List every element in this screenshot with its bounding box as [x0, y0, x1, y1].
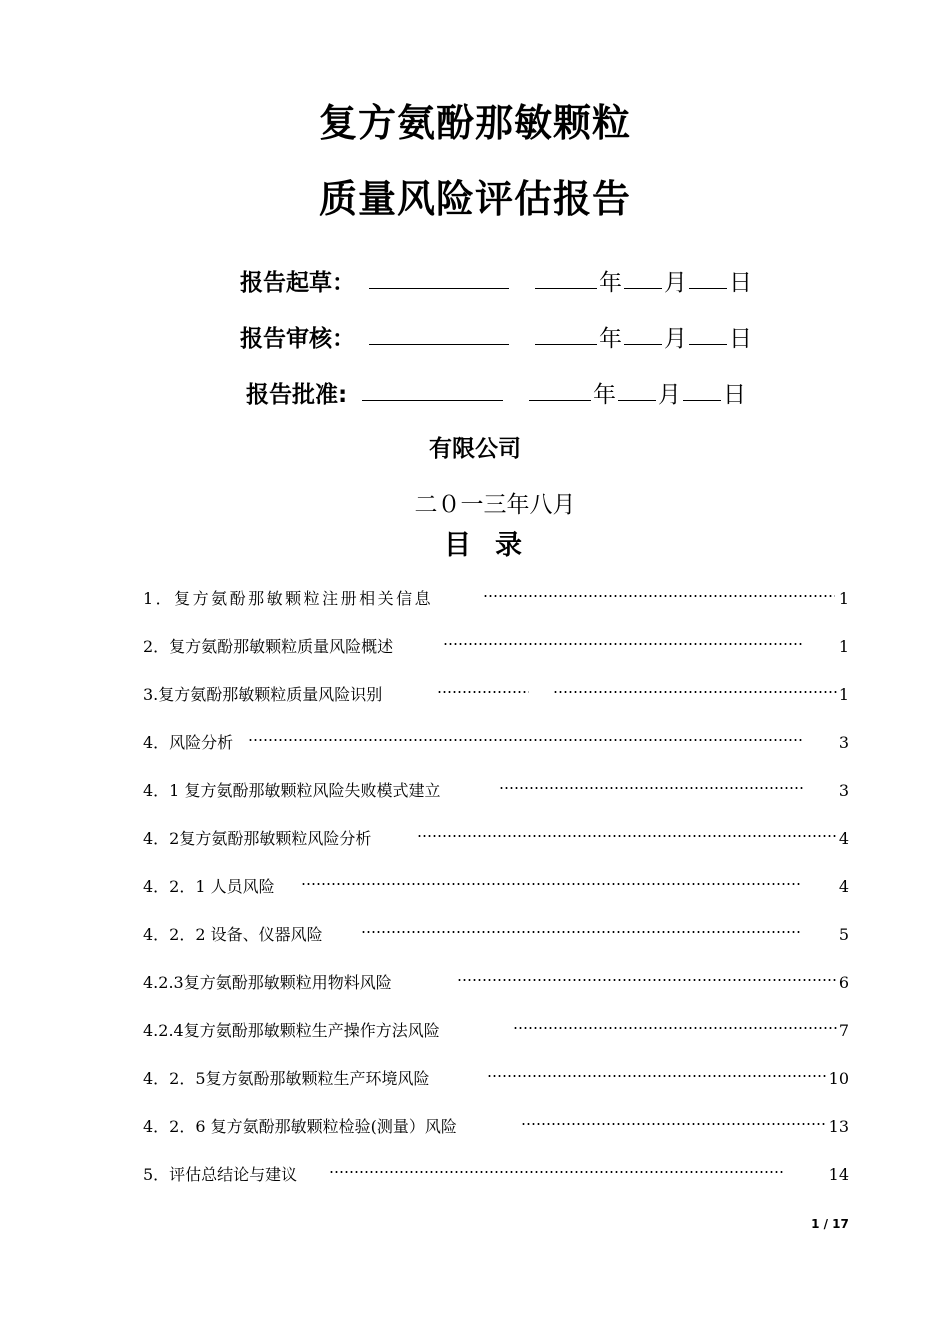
- toc-entry-text: 2．复方氨酚那敏颗粒质量风险概述: [143, 637, 394, 656]
- year-blank-line: [535, 318, 597, 345]
- toc-page-number: 3: [838, 733, 849, 752]
- toc-entry-text: 4．风险分析: [143, 733, 234, 752]
- toc-entry-text: 4.2.4复方氨酚那敏颗粒生产操作方法风险: [143, 1021, 440, 1040]
- toc-entry[interactable]: [143, 584, 849, 614]
- toc-page-number: 4: [838, 829, 849, 848]
- dot-leader: [513, 1026, 837, 1034]
- toc-page-number: 13: [828, 1117, 849, 1136]
- name-blank-line: [369, 318, 509, 345]
- toc-entry[interactable]: [143, 920, 849, 950]
- signature-label: 报告批准:: [246, 382, 348, 408]
- company-name: 有限公司: [429, 436, 521, 462]
- toc-entry[interactable]: [143, 1064, 849, 1094]
- dot-leader: [457, 978, 837, 986]
- toc-entry-text: 4.2.3复方氨酚那敏颗粒用物料风险: [143, 973, 392, 992]
- year-blank-line: [529, 374, 591, 401]
- toc-page-number: 1: [838, 637, 849, 656]
- toc-page-number: 14: [828, 1165, 849, 1184]
- name-blank-line: [362, 374, 503, 401]
- toc-page-number: 6: [838, 973, 849, 992]
- signature-row-approve: [246, 374, 766, 414]
- toc-entry[interactable]: [143, 824, 849, 854]
- toc-page-number: 7: [838, 1021, 849, 1040]
- toc-entry[interactable]: [143, 1112, 849, 1142]
- toc-entry-text: 4．2复方氨酚那敏颗粒风险分析: [143, 829, 372, 848]
- toc-page-number: 4: [838, 877, 849, 896]
- toc-entry[interactable]: [143, 872, 849, 902]
- day-blank-line: [683, 374, 721, 401]
- day-label: 日: [729, 326, 752, 352]
- month-blank-line: [624, 318, 662, 345]
- day-blank-line: [689, 318, 727, 345]
- year-label: 年: [593, 382, 616, 408]
- day-label: 日: [729, 270, 752, 296]
- report-title-line2: 质量风险评估报告: [318, 177, 631, 221]
- toc-entry-text: 4．2．2 设备、仪器风险: [143, 925, 323, 944]
- report-title-line1: 复方氨酚那敏颗粒: [318, 101, 631, 145]
- signature-label: 报告起草：: [240, 270, 355, 296]
- report-date: 二０一三年八月: [414, 492, 576, 518]
- month-blank-line: [624, 262, 662, 289]
- dot-leader: [329, 1170, 785, 1178]
- toc-entry[interactable]: [143, 776, 849, 806]
- signature-label: 报告审核：: [240, 326, 355, 352]
- dot-leader: [553, 690, 837, 698]
- toc-entry-text: 4．1 复方氨酚那敏颗粒风险失败模式建立: [143, 781, 441, 800]
- dot-leader: [437, 690, 529, 698]
- dot-leader: [248, 738, 803, 746]
- month-label: 月: [664, 270, 687, 296]
- toc-entry[interactable]: [143, 1016, 849, 1046]
- month-label: 月: [664, 326, 687, 352]
- toc-entry-text: 4．2．6 复方氨酚那敏颗粒检验(测量）风险: [143, 1117, 457, 1136]
- toc-page-number: 1: [838, 589, 849, 608]
- dot-leader: [521, 1122, 827, 1130]
- toc-entry[interactable]: [143, 1160, 849, 1190]
- dot-leader: [361, 930, 801, 938]
- year-label: 年: [599, 326, 622, 352]
- toc-entry-text: 1．复方氨酚那敏颗粒注册相关信息: [143, 589, 434, 608]
- toc-entry[interactable]: [143, 632, 849, 662]
- toc-entry[interactable]: [143, 968, 849, 998]
- signature-row-review: [240, 318, 760, 358]
- dot-leader: [301, 882, 801, 890]
- dot-leader: [443, 642, 803, 650]
- dot-leader: [483, 594, 835, 602]
- month-blank-line: [618, 374, 656, 401]
- toc-entry[interactable]: [143, 728, 849, 758]
- toc-page-number: 1: [838, 685, 849, 704]
- day-blank-line: [689, 262, 727, 289]
- toc-entry-text: 4．2．5复方氨酚那敏颗粒生产环境风险: [143, 1069, 430, 1088]
- toc-entry-text: 4．2．1 人员风险: [143, 877, 275, 896]
- name-blank-line: [369, 262, 509, 289]
- day-label: 日: [723, 382, 746, 408]
- dot-leader: [417, 834, 837, 842]
- dot-leader: [487, 1074, 827, 1082]
- year-label: 年: [599, 270, 622, 296]
- toc-entry[interactable]: [143, 680, 849, 710]
- month-label: 月: [658, 382, 681, 408]
- year-blank-line: [535, 262, 597, 289]
- toc-entry-text: 3.复方氨酚那敏颗粒质量风险识别: [143, 685, 383, 704]
- toc-heading: 目录: [444, 530, 546, 561]
- toc-page-number: 5: [838, 925, 849, 944]
- toc-page-number: 10: [828, 1069, 849, 1088]
- toc-page-number: 3: [838, 781, 849, 800]
- toc-entry-text: 5．评估总结论与建议: [143, 1165, 298, 1184]
- page-footer: 1 / 17: [811, 1217, 849, 1231]
- dot-leader: [499, 786, 803, 794]
- signature-row-draft: [240, 262, 760, 302]
